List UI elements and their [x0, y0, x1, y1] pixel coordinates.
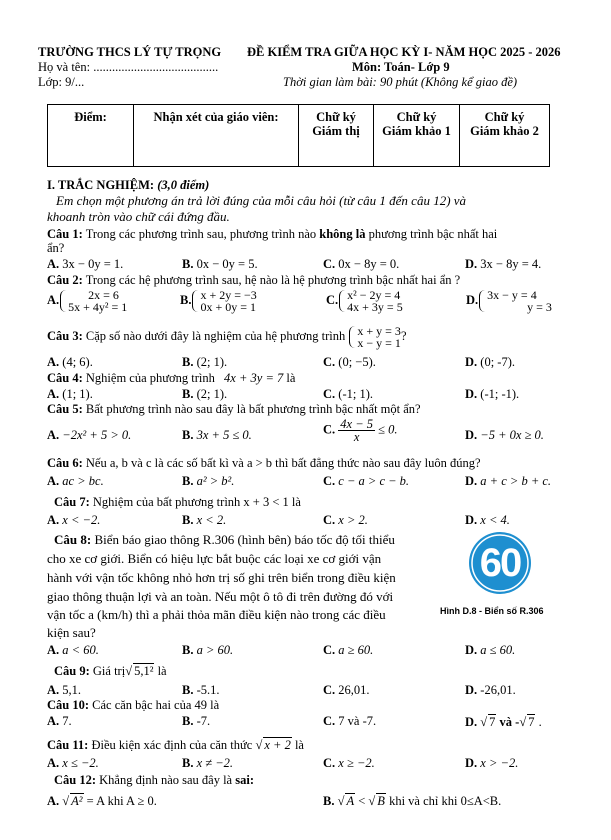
- sign-value: 60: [479, 541, 521, 585]
- sign-caption: Hình D.8 - Biển số R.306: [440, 606, 544, 616]
- q10-option-c[interactable]: C. 7 và -7.: [323, 714, 377, 728]
- q1-option-d[interactable]: D. 3x − 8y = 4.: [465, 257, 542, 271]
- q8-line5: vận tốc a (km/h) thì a phải thỏa mãn điều kiện nào trong các điều: [47, 607, 386, 622]
- q7-text: Câu 7: Nghiệm của bất phương trình x + 3 < 1 là: [54, 495, 301, 509]
- instruction-line1: Em chọn một phương án trả lời đúng của mỗi câu hỏi (từ câu 1 đến câu 12) và: [56, 193, 467, 208]
- q8-line1: Câu 8: Biển báo giao thông R.306 (hình bên) báo tốc độ tối thiểu: [54, 532, 395, 547]
- q9-option-c[interactable]: C. 26,01.: [323, 683, 370, 697]
- q5-option-c[interactable]: C. $\frac{4x - 5}{x}$ ≤ 0.: [323, 417, 398, 444]
- q7-option-d[interactable]: D. x < 4.: [465, 513, 510, 527]
- q3-option-a[interactable]: A. (4; 6).: [47, 355, 93, 369]
- q6-option-c[interactable]: C. c − a > c − b.: [323, 474, 410, 488]
- q11-text: Câu 11: Điều kiện xác định của căn thức √ x + 2 là: [47, 738, 304, 752]
- q8-line2: cho xe cơ giới. Biển có hiệu lực bắt buộc các loại xe cơ giới vận: [47, 551, 382, 566]
- q2-option-c[interactable]: C. x² − 2y = 4 4x + 3y = 5: [326, 288, 403, 314]
- comment-cell: Nhận xét của giáo viên:: [134, 105, 299, 167]
- q6-option-b[interactable]: B. a² > b².: [182, 474, 235, 488]
- q9-option-a[interactable]: A. 5,1.: [47, 683, 82, 697]
- q4-option-c[interactable]: C. (-1; 1).: [323, 387, 373, 401]
- q3-option-b[interactable]: B. (2; 1).: [182, 355, 228, 369]
- q5-option-a[interactable]: A. −2x² + 5 > 0.: [47, 428, 132, 442]
- sig-examiner2-cell: Chữ ký Giám khảo 2: [460, 105, 550, 167]
- q9-option-b[interactable]: B. -5.1.: [182, 683, 220, 697]
- q8-line4: giao thông thuận lợi và an toàn. Nếu một ô tô đi trên đường đó với: [47, 589, 394, 604]
- q3-option-c[interactable]: C. (0; −5).: [323, 355, 376, 369]
- q1-option-c[interactable]: C. 0x − 8y = 0.: [323, 257, 400, 271]
- q12-option-b[interactable]: B. √ A < √ B khi và chỉ khi 0≤A<B.: [323, 794, 502, 808]
- q7-option-c[interactable]: C. x > 2.: [323, 513, 368, 527]
- q9-option-d[interactable]: D. -26,01.: [465, 683, 516, 697]
- time-label: Thời gian làm bài: 90 phút (Không kể giao đề): [283, 75, 518, 89]
- q2-option-d[interactable]: D. 3x − y = 4 y = 3: [466, 288, 552, 314]
- school-name: TRƯỜNG THCS LÝ TỰ TRỌNG: [38, 45, 222, 59]
- q10-option-b[interactable]: B. -7.: [182, 714, 211, 728]
- q5-option-b[interactable]: B. 3x + 5 ≤ 0.: [182, 428, 252, 442]
- q1-option-a[interactable]: A. 3x − 0y = 1.: [47, 257, 124, 271]
- name-label: Họ và tên: ........................................: [38, 60, 219, 74]
- q7-option-b[interactable]: B. x < 2.: [182, 513, 227, 527]
- q8-option-d[interactable]: D. a ≤ 60.: [465, 643, 516, 657]
- q8-option-c[interactable]: C. a ≥ 60.: [323, 643, 374, 657]
- class-label: Lớp: 9/...: [38, 75, 85, 89]
- subject-label: Môn: Toán- Lớp 9: [352, 60, 450, 74]
- q2-text: Câu 2: Trong các hệ phương trình sau, hệ nào là hệ phương trình bậc nhất hai ẩn ?: [47, 273, 461, 287]
- sig-supervisor-cell: Chữ ký Giám thị: [299, 105, 374, 167]
- q10-option-d[interactable]: D. √ 7 và -√ 7 .: [465, 715, 542, 729]
- q11-option-c[interactable]: C. x ≥ −2.: [323, 756, 375, 770]
- section-title: I. TRẮC NGHIỆM: (3,0 điểm): [47, 178, 210, 192]
- q9-text: Câu 9: Giá trị√ 5,1² là: [54, 664, 167, 678]
- grade-table: [47, 104, 550, 167]
- q12-text: Câu 12: Khẳng định nào sau đây là sai:: [54, 773, 254, 787]
- q8-option-a[interactable]: A. a < 60.: [47, 643, 99, 657]
- q4-option-b[interactable]: B. (2; 1).: [182, 387, 228, 401]
- q1-option-b[interactable]: B. 0x − 0y = 5.: [182, 257, 258, 271]
- q3-text: Câu 3: Cặp số nào dưới đây là nghiệm của hệ phương trình x + y = 3 x − y = 1?: [47, 324, 407, 350]
- q7-option-a[interactable]: A. x < −2.: [47, 513, 101, 527]
- q8-line3: hành với vận tốc không nhỏ hơn trị số ghi trên biển trong điều kiện: [47, 570, 396, 585]
- q1-text: Câu 1: Trong các phương trình sau, phương trình nào không là phương trình bậc nhất hai: [47, 227, 498, 241]
- q11-option-a[interactable]: A. x ≤ −2.: [47, 756, 99, 770]
- q4-option-d[interactable]: D. (-1; -1).: [465, 387, 520, 401]
- q1-text-cont: ẩn?: [47, 241, 65, 255]
- q6-option-a[interactable]: A. ac > bc.: [47, 474, 104, 488]
- q8-option-b[interactable]: B. a > 60.: [182, 643, 234, 657]
- q6-text: Câu 6: Nếu a, b và c là các số bất kì và a > b thì bất đẳng thức nào sau đây luôn đúng?: [47, 456, 481, 470]
- exam-title: ĐỀ KIỂM TRA GIỮA HỌC KỲ I- NĂM HỌC 2025 - 2026: [247, 45, 561, 59]
- q6-option-d[interactable]: D. a + c > b + c.: [465, 474, 552, 488]
- q5-option-d[interactable]: D. −5 + 0x ≥ 0.: [465, 428, 544, 442]
- q3-option-d[interactable]: D. (0; -7).: [465, 355, 515, 369]
- q4-option-a[interactable]: A. (1; 1).: [47, 387, 93, 401]
- q4-text: Câu 4: Nghiệm của phương trình 4x + 3y = 7 là: [47, 371, 296, 385]
- sig-examiner1-cell: Chữ ký Giám khảo 1: [374, 105, 460, 167]
- q2-option-a[interactable]: A. 2x = 6 5x + 4y² = 1: [47, 288, 128, 314]
- q11-option-d[interactable]: D. x > −2.: [465, 756, 519, 770]
- q5-text: Câu 5: Bất phương trình nào sau đây là bất phương trình bậc nhất một ẩn?: [47, 402, 421, 416]
- q11-option-b[interactable]: B. x ≠ −2.: [182, 756, 234, 770]
- speed-sign-r306: [468, 531, 532, 595]
- instruction-line2: khoanh tròn vào chữ cái đứng đầu.: [47, 209, 230, 224]
- q12-option-a[interactable]: A. √ A² = A khi A ≥ 0.: [47, 794, 157, 808]
- q10-option-a[interactable]: A. 7.: [47, 714, 72, 728]
- q10-text: Câu 10: Các căn bậc hai của 49 là: [47, 698, 220, 712]
- score-cell: Điểm:: [48, 105, 134, 167]
- q2-option-b[interactable]: B. x + 2y = −3 0x + 0y = 1: [180, 288, 257, 314]
- q8-line6: kiện sau?: [47, 625, 96, 640]
